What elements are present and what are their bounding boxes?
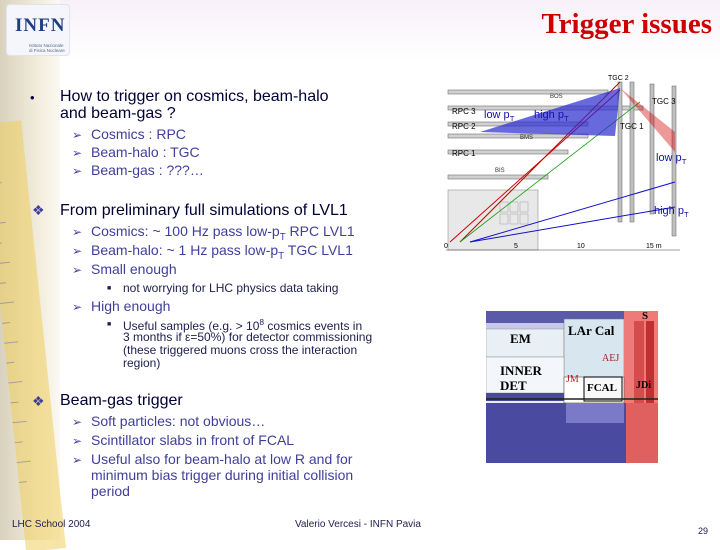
arrow-bullet: ➢ — [72, 146, 83, 160]
logo-subtitle: Istituto Nazionale di Fisica Nucleare — [29, 43, 65, 53]
arrow-bullet: ➢ — [72, 164, 83, 178]
square-bullet: ■ — [107, 285, 112, 292]
high-enough: High enough — [91, 298, 171, 314]
muon-trigger-diagram — [440, 72, 690, 257]
tick-5: 5 — [514, 243, 518, 250]
label-rpc2: RPC 2 — [452, 122, 476, 131]
beam-gas-item3-line2: minimum bias trigger during initial collision — [91, 467, 354, 483]
square-bullet: ■ — [107, 321, 112, 328]
ruler-decoration — [0, 120, 84, 550]
arrow-bullet: ➢ — [72, 244, 83, 258]
arrow-bullet: ➢ — [72, 128, 83, 142]
label-det: DET — [500, 378, 527, 393]
list-item-cosmics: Cosmics : RPC — [91, 126, 186, 142]
label-tgc2: TGC 2 — [608, 75, 629, 82]
label-tgc1: TGC 1 — [620, 122, 644, 131]
tick-15m: 15 m — [646, 243, 662, 250]
label-jd: JDi — [636, 380, 651, 391]
beam-gas-heading: Beam-gas trigger — [60, 392, 183, 409]
label-rpc3: RPC 3 — [452, 107, 476, 116]
cosmics-rate: Cosmics: ~ 100 Hz pass low-$p_T$ RPC LVL1 — [91, 223, 355, 243]
high-enough-detail-line4: region) — [123, 356, 161, 370]
diamond-bullet: ❖ — [32, 202, 45, 218]
label-high-pt-left: high $p_T$ — [534, 109, 569, 124]
label-low-pt-right: low $p_T$ — [656, 152, 687, 167]
arrow-bullet: ➢ — [72, 415, 83, 429]
tick-10: 10 — [577, 243, 585, 250]
list-item-beam-halo: Beam-halo : TGC — [91, 144, 200, 160]
bullet-dot: • — [30, 90, 35, 105]
label-bms: BMS — [520, 135, 534, 141]
beam-halo-rate: Beam-halo: ~ 1 Hz pass low-$p_T$ TGC LVL1 — [91, 242, 353, 262]
label-s: S — [642, 310, 649, 322]
tick-0: 0 — [444, 243, 448, 250]
footer-left: LHC School 2004 — [12, 519, 91, 530]
forward-calorimeter-diagram — [486, 311, 658, 463]
label-inner: INNER — [500, 363, 542, 378]
arrow-bullet: ➢ — [72, 434, 83, 448]
label-lar-cal: LAr Cal — [568, 323, 615, 338]
arrow-bullet: ➢ — [72, 263, 83, 277]
label-em: EM — [510, 331, 531, 346]
arrow-bullet: ➢ — [72, 300, 83, 314]
arrow-bullet: ➢ — [72, 453, 83, 467]
beam-gas-item3-line3: period — [91, 483, 130, 499]
label-tgc3: TGC 3 — [652, 97, 676, 106]
label-fcal: FCAL — [587, 382, 617, 394]
diamond-bullet: ❖ — [32, 393, 45, 409]
label-high-pt-right: high $p_T$ — [654, 205, 689, 220]
page-number: 29 — [698, 526, 709, 536]
question-line1: How to trigger on cosmics, beam-halo — [60, 88, 329, 105]
small-enough-detail: not worrying for LHC physics data taking — [123, 281, 339, 295]
label-bos: BOS — [550, 94, 563, 100]
question-line2: and beam-gas ? — [60, 105, 176, 122]
beam-gas-item2: Scintillator slabs in front of FCAL — [91, 432, 295, 448]
arrow-bullet: ➢ — [72, 225, 83, 239]
high-enough-detail-line2: 3 months if ε=50%) for detector commissioning — [123, 330, 373, 344]
high-enough-detail-line3: (these triggered muons cross the interaction — [123, 343, 358, 357]
label-bis: BIS — [495, 168, 505, 174]
simulations-heading: From preliminary full simulations of LVL1 — [60, 202, 348, 219]
label-aej: AEJ — [602, 353, 620, 364]
footer-center: Valerio Vercesi - INFN Pavia — [295, 519, 421, 530]
high-enough-detail-line1: Useful samples (e.g. > $10^8$ cosmics events in — [123, 317, 363, 333]
small-enough: Small enough — [91, 261, 177, 277]
label-low-pt-left: low $p_T$ — [484, 109, 515, 124]
list-item-beam-gas: Beam-gas : ???… — [91, 162, 204, 178]
logo-mark: INFN — [15, 15, 66, 36]
beam-gas-item1: Soft particles: not obvious… — [91, 413, 266, 429]
label-jm: JM — [566, 374, 579, 385]
beam-gas-item3-line1: Useful also for beam-halo at low R and for — [91, 451, 353, 467]
label-rpc1: RPC 1 — [452, 149, 476, 158]
infn-logo — [6, 4, 70, 56]
slide-title: Trigger issues — [541, 8, 712, 40]
